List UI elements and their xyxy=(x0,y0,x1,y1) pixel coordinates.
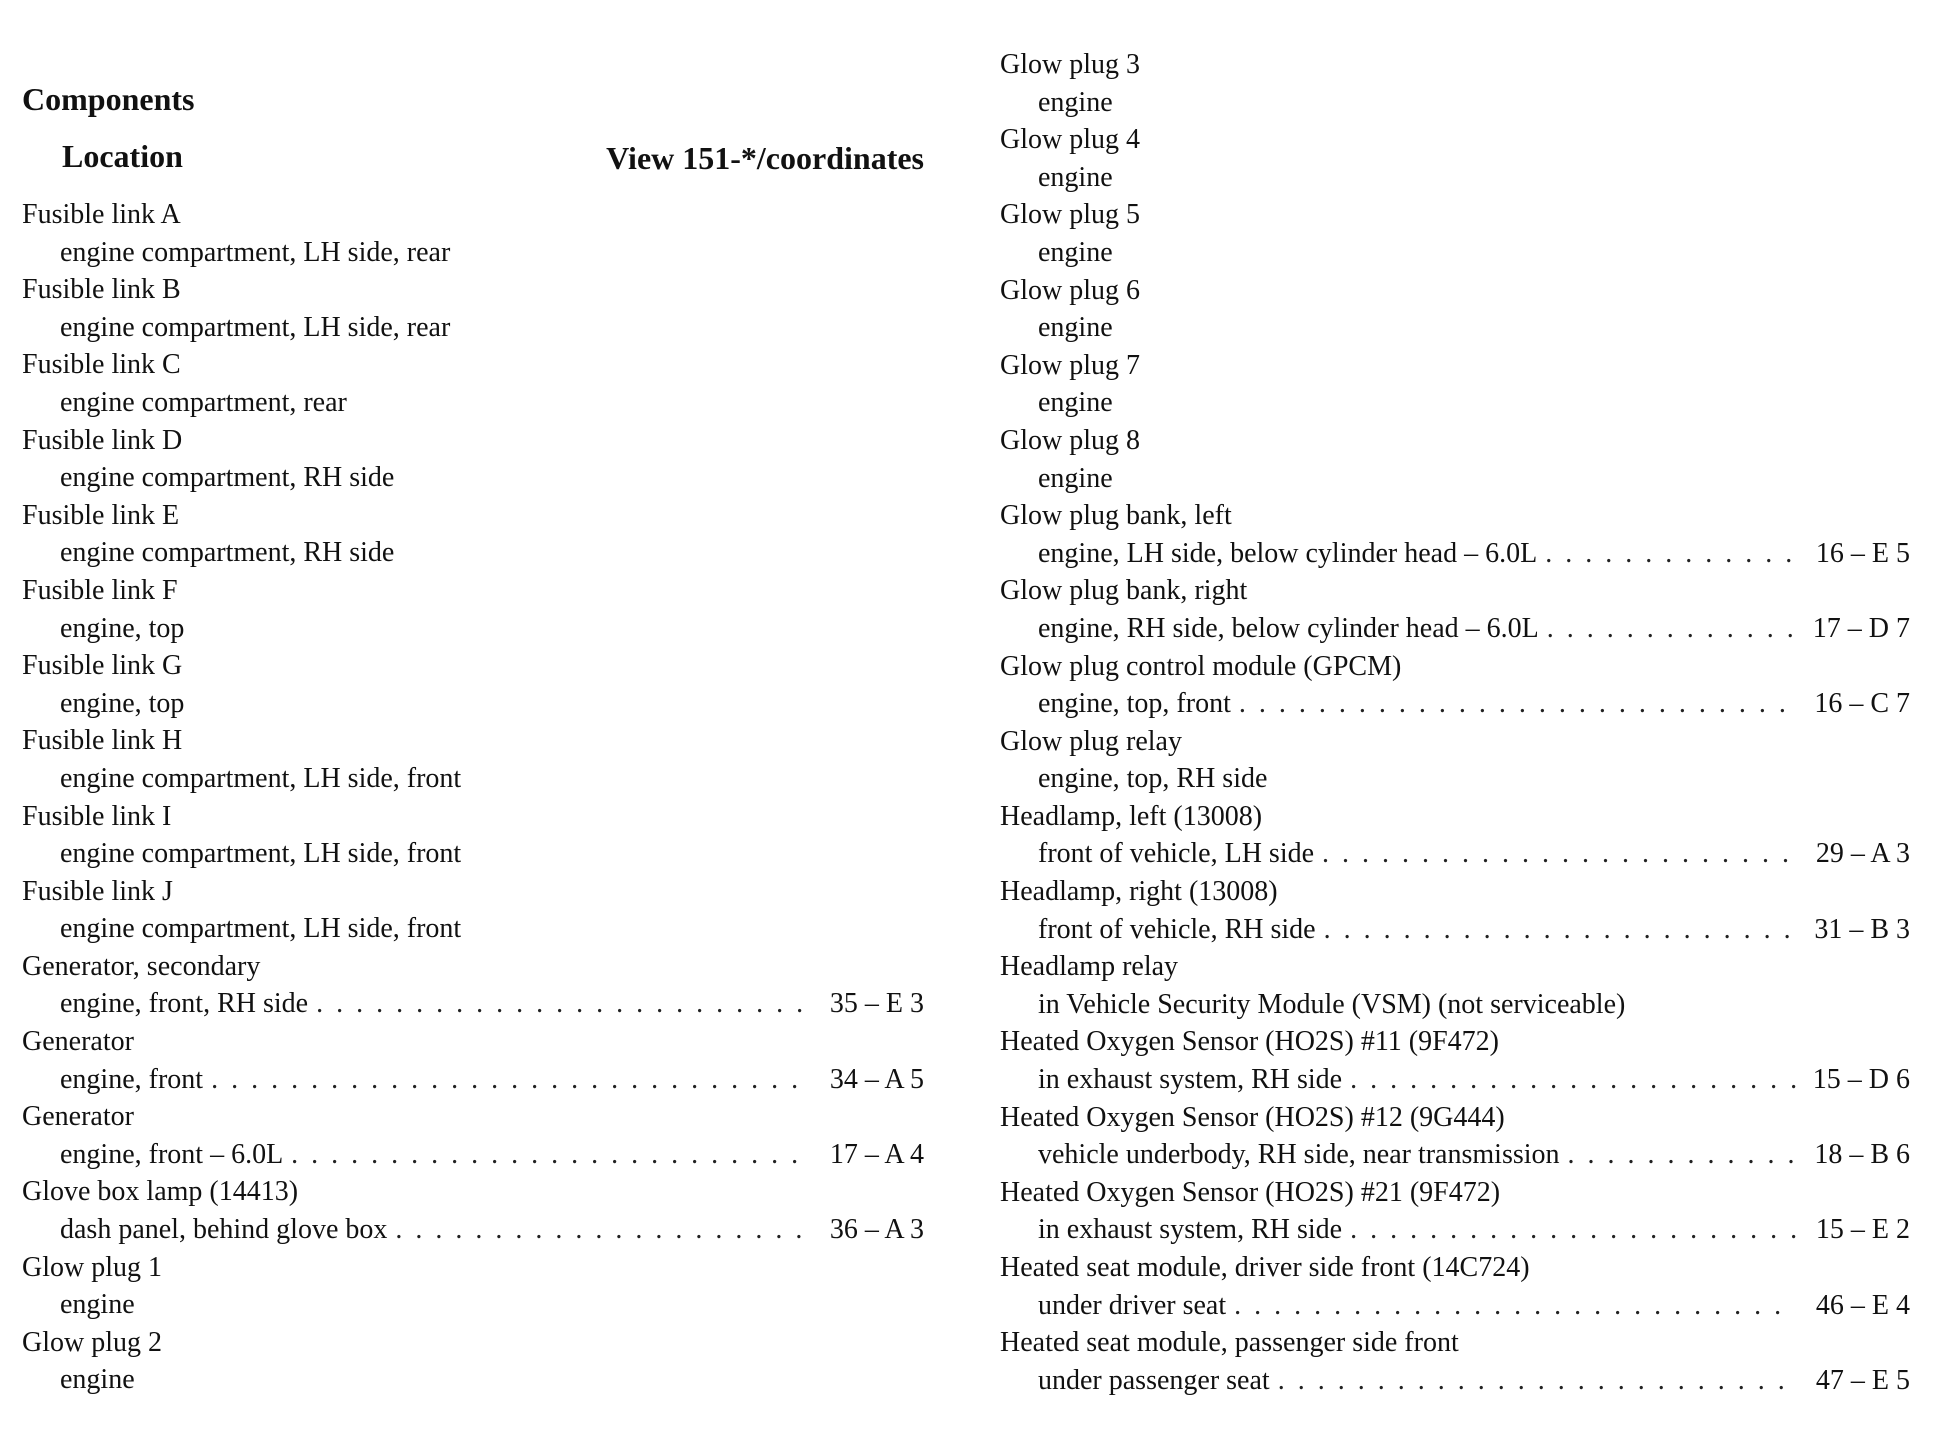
component-entry xyxy=(22,346,924,421)
component-location: engine, front, RH side xyxy=(60,988,309,1020)
component-entry xyxy=(22,497,924,572)
component-location: in exhaust system, RH side xyxy=(1038,1214,1343,1246)
component-location-row xyxy=(1000,1061,1910,1099)
component-location-row xyxy=(22,459,924,497)
component-location: engine xyxy=(1038,161,1113,193)
component-name: Glow plug relay xyxy=(1000,725,1182,757)
dot-leader xyxy=(1324,911,1796,949)
view-coordinate: 47 – E 5 xyxy=(1815,1364,1910,1396)
component-entry xyxy=(22,572,924,647)
component-name: Glow plug bank, right xyxy=(1000,575,1248,607)
component-location-row xyxy=(1000,1136,1910,1174)
component-location: engine compartment, LH side, rear xyxy=(60,236,451,268)
dot-leader xyxy=(1547,610,1796,648)
component-entry xyxy=(22,722,924,797)
component-location: engine, front xyxy=(60,1063,204,1095)
dot-leader xyxy=(291,1136,810,1174)
component-name: Heated Oxygen Sensor (HO2S) #12 (9G444) xyxy=(1000,1101,1505,1133)
component-location: engine compartment, RH side xyxy=(60,462,395,494)
component-entry xyxy=(1000,723,1910,798)
view-coordinate: 36 – A 3 xyxy=(829,1214,924,1246)
component-location-row xyxy=(1000,84,1910,122)
component-location-row xyxy=(22,234,924,272)
component-location: engine, LH side, below cylinder head – 6.0L xyxy=(1038,537,1538,569)
component-entry xyxy=(1000,422,1910,497)
component-location-row xyxy=(1000,535,1910,573)
component-location-row xyxy=(22,1211,924,1249)
component-name: Heated seat module, driver side front (14C724) xyxy=(1000,1252,1530,1283)
component-location-row xyxy=(1000,1362,1910,1400)
component-entry xyxy=(1000,121,1910,196)
component-name: Headlamp relay xyxy=(1000,951,1179,983)
component-location: engine compartment, rear xyxy=(60,386,347,418)
component-name: Glow plug 4 xyxy=(1000,124,1140,156)
dot-leader xyxy=(1350,1061,1796,1099)
component-entry xyxy=(1000,1174,1910,1249)
component-location-row xyxy=(1000,1287,1910,1325)
component-entry xyxy=(22,422,924,497)
component-name: Fusible link H xyxy=(22,725,183,757)
component-list-right xyxy=(1000,46,1910,1399)
component-name: Glow plug 1 xyxy=(22,1251,162,1283)
component-location-row xyxy=(22,835,924,873)
view-coordinates-header: View 151-*/coordinates xyxy=(606,140,924,176)
dot-leader xyxy=(395,1211,810,1249)
component-location: engine xyxy=(1038,312,1113,344)
component-location-row xyxy=(1000,911,1910,949)
component-entry xyxy=(1000,196,1910,271)
component-location: front of vehicle, RH side xyxy=(1038,913,1316,945)
component-name: Glow plug 5 xyxy=(1000,199,1140,231)
component-location-row xyxy=(22,685,924,723)
component-location: engine, top, RH side xyxy=(1038,763,1268,795)
component-entry xyxy=(1000,497,1910,572)
component-location-row xyxy=(1000,1211,1910,1249)
component-location: engine compartment, LH side, rear xyxy=(60,311,451,343)
component-location: in exhaust system, RH side xyxy=(1038,1064,1343,1096)
component-entry xyxy=(1000,1023,1910,1098)
component-location: vehicle underbody, RH side, near transmission xyxy=(1038,1139,1560,1171)
view-coordinate: 35 – E 3 xyxy=(829,988,924,1020)
component-location: engine, top xyxy=(60,687,185,719)
component-location-row xyxy=(22,610,924,648)
component-entry xyxy=(22,948,924,1023)
component-name: Fusible link I xyxy=(22,800,172,832)
component-name: Glow plug control module (GPCM) xyxy=(1000,650,1402,682)
component-location: engine, top, front xyxy=(1038,688,1231,720)
component-location: in Vehicle Security Module (VSM) (not serviceable) xyxy=(1038,988,1626,1020)
component-location-row xyxy=(1000,384,1910,422)
dot-leader xyxy=(1350,1211,1796,1249)
component-entry xyxy=(22,1249,924,1324)
component-name: Fusible link F xyxy=(22,574,178,606)
dot-leader xyxy=(1234,1287,1796,1325)
component-location-row xyxy=(22,985,924,1023)
component-location-row xyxy=(22,760,924,798)
location-header: Location xyxy=(62,138,183,174)
component-entry xyxy=(22,873,924,948)
component-entry xyxy=(1000,272,1910,347)
component-location: under passenger seat xyxy=(1038,1364,1270,1396)
dot-leader xyxy=(1239,685,1796,723)
view-coordinate: 29 – A 3 xyxy=(1815,838,1910,870)
component-location: engine xyxy=(1038,86,1113,118)
component-entry xyxy=(1000,572,1910,647)
view-coordinate: 17 – D 7 xyxy=(1812,612,1910,644)
component-location-row xyxy=(22,1136,924,1174)
component-location: engine xyxy=(1038,236,1113,268)
component-name: Fusible link A xyxy=(22,199,181,230)
component-location: engine, front – 6.0L xyxy=(60,1138,284,1170)
component-location-row xyxy=(1000,460,1910,498)
component-name: Glow plug 3 xyxy=(1000,49,1140,80)
component-location: engine, RH side, below cylinder head – 6.0L xyxy=(1038,612,1539,644)
component-entry xyxy=(22,1098,924,1173)
component-location-row xyxy=(22,384,924,422)
component-entry xyxy=(22,798,924,873)
component-location-row xyxy=(1000,760,1910,798)
view-coordinate: 16 – C 7 xyxy=(1814,688,1910,720)
view-coordinate: 18 – B 6 xyxy=(1814,1139,1910,1171)
view-coordinate: 17 – A 4 xyxy=(829,1138,924,1170)
component-location: dash panel, behind glove box xyxy=(60,1214,388,1246)
view-coordinate: 46 – E 4 xyxy=(1815,1289,1910,1321)
dot-leader xyxy=(316,985,810,1023)
view-coordinate: 15 – D 6 xyxy=(1812,1064,1910,1096)
component-location: engine xyxy=(60,1289,135,1321)
component-location-row xyxy=(1000,159,1910,197)
component-name: Headlamp, right (13008) xyxy=(1000,876,1278,908)
component-entry xyxy=(22,271,924,346)
dot-leader xyxy=(1278,1362,1796,1400)
component-location: under driver seat xyxy=(1038,1289,1227,1321)
component-location-row xyxy=(1000,986,1910,1024)
view-coordinate: 31 – B 3 xyxy=(1814,913,1910,945)
component-location: engine compartment, LH side, front xyxy=(60,913,462,945)
component-name: Glove box lamp (14413) xyxy=(22,1176,299,1208)
view-coordinate: 15 – E 2 xyxy=(1815,1214,1910,1246)
component-name: Glow plug bank, left xyxy=(1000,500,1232,532)
component-name: Generator, secondary xyxy=(22,950,261,982)
component-name: Fusible link D xyxy=(22,424,183,456)
view-coordinate: 34 – A 5 xyxy=(829,1063,924,1095)
component-location: engine compartment, LH side, front xyxy=(60,762,462,794)
component-name: Glow plug 6 xyxy=(1000,274,1140,306)
component-location-row xyxy=(1000,610,1910,648)
component-location-row xyxy=(22,1286,924,1324)
dot-leader xyxy=(1322,835,1796,873)
component-entry xyxy=(1000,798,1910,873)
component-entry xyxy=(22,1173,924,1248)
component-location: engine xyxy=(1038,462,1113,494)
component-name: Fusible link G xyxy=(22,650,183,682)
dot-leader xyxy=(1568,1136,1796,1174)
component-entry xyxy=(1000,1249,1910,1324)
component-location-row xyxy=(1000,234,1910,272)
component-entry xyxy=(22,647,924,722)
component-entry xyxy=(1000,347,1910,422)
component-name: Heated Oxygen Sensor (HO2S) #21 (9F472) xyxy=(1000,1176,1501,1208)
component-name: Fusible link J xyxy=(22,875,173,907)
dot-leader xyxy=(1545,535,1796,573)
component-name: Generator xyxy=(22,1101,134,1133)
component-name: Heated Oxygen Sensor (HO2S) #11 (9F472) xyxy=(1000,1026,1499,1058)
component-name: Fusible link C xyxy=(22,349,181,381)
component-name: Glow plug 8 xyxy=(1000,424,1140,456)
component-name: Glow plug 7 xyxy=(1000,349,1140,381)
component-name: Headlamp, left (13008) xyxy=(1000,800,1263,832)
view-coordinate: 16 – E 5 xyxy=(1815,537,1910,569)
component-name: Heated seat module, passenger side front xyxy=(1000,1327,1459,1359)
component-location: front of vehicle, LH side xyxy=(1038,838,1315,870)
component-location-row xyxy=(22,910,924,948)
component-location: engine, top xyxy=(60,612,185,644)
component-location-row xyxy=(22,1061,924,1099)
component-location: engine compartment, LH side, front xyxy=(60,838,462,870)
dot-leader xyxy=(211,1061,810,1099)
component-location: engine compartment, RH side xyxy=(60,537,395,569)
component-location: engine xyxy=(60,1364,135,1396)
component-location-row xyxy=(22,309,924,347)
component-name: Fusible link B xyxy=(22,274,181,306)
component-entry xyxy=(1000,1099,1910,1174)
component-location-row xyxy=(22,534,924,572)
component-entry xyxy=(1000,873,1910,948)
section-title: Components xyxy=(22,81,195,117)
component-entry xyxy=(1000,948,1910,1023)
component-name: Generator xyxy=(22,1026,134,1058)
component-name: Fusible link E xyxy=(22,499,180,531)
component-entry xyxy=(1000,46,1910,121)
component-location-row xyxy=(1000,685,1910,723)
component-location-row xyxy=(22,1361,924,1399)
component-entry xyxy=(22,1324,924,1399)
component-list-left xyxy=(22,196,924,1399)
component-location: engine xyxy=(1038,387,1113,419)
component-location-row xyxy=(1000,835,1910,873)
component-location-row xyxy=(1000,309,1910,347)
component-entry xyxy=(1000,648,1910,723)
component-name: Glow plug 2 xyxy=(22,1326,162,1358)
component-entry xyxy=(22,1023,924,1098)
component-entry xyxy=(22,196,924,271)
component-entry xyxy=(1000,1324,1910,1399)
